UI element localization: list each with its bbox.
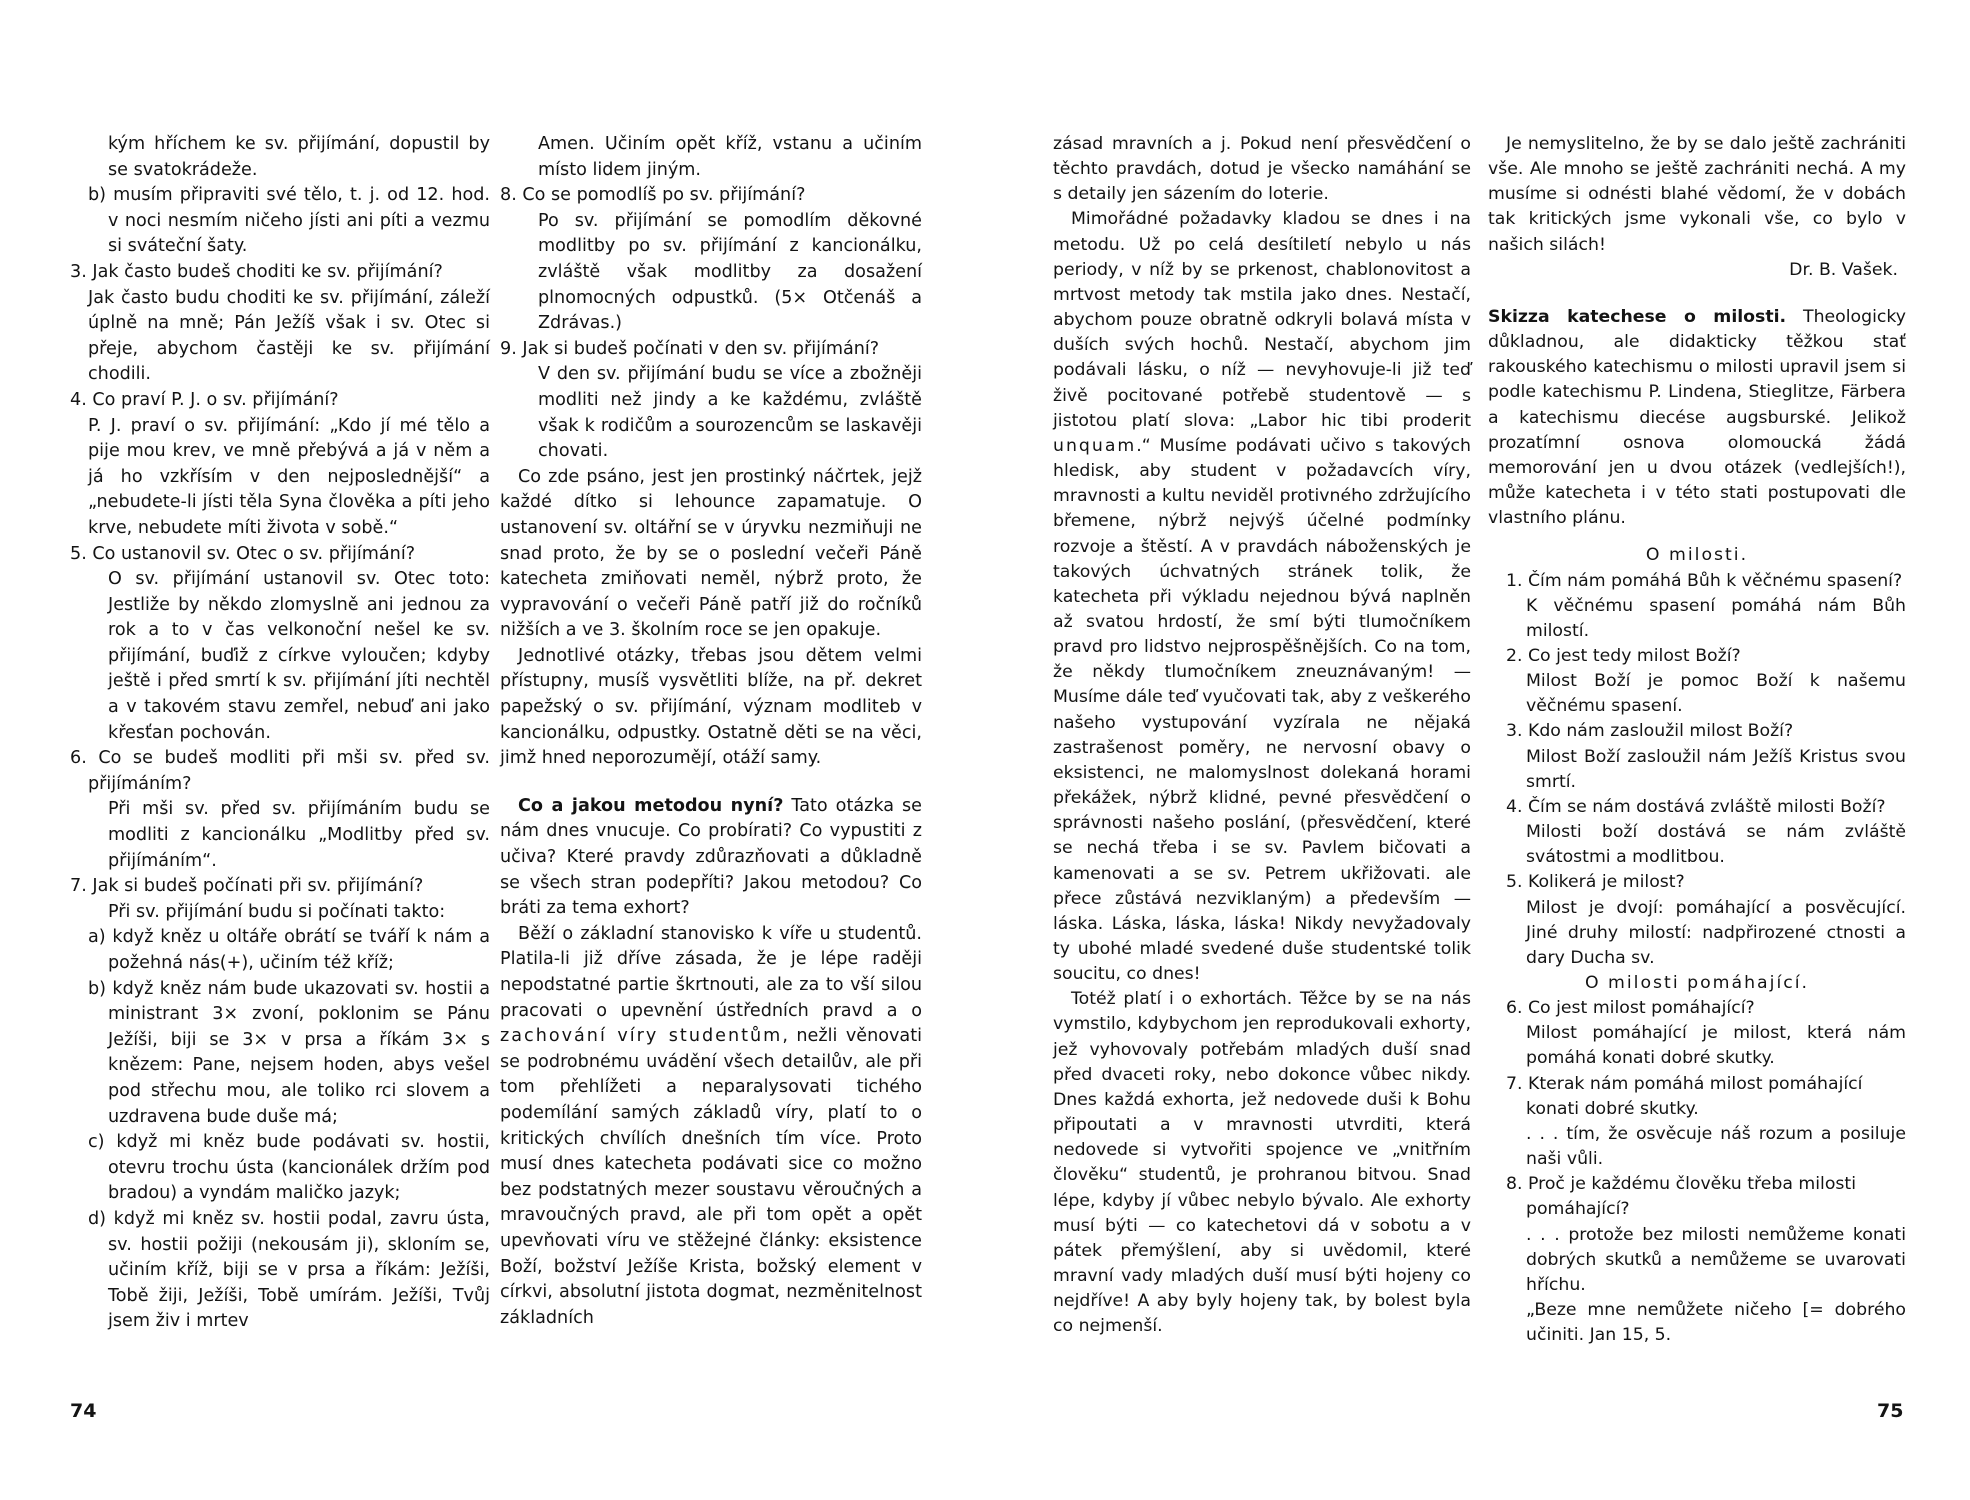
list-item: d) když mi kněz sv. hostii podal, zavru ústa, sv. hostii požiji (nekousám ji), skloním se, učiním kříž, biji se v prsa a říkám: Ježíši, Tobě žiji, Ježíši, Tobě umírám. Ježíši, Tvůj jsem živ i mrtev (88, 1208, 490, 1332)
answer: Při mši sv. před sv. přijímáním budu se modliti z kancionálku „Modlitby před sv. přijímáním“. (108, 799, 490, 871)
answer: V den sv. přijímání budu se více a zbožněji modliti než jindy a ke každému, zvláště však k rodičům a sourozencům se laskavěji chovati. (538, 364, 922, 462)
answer: Při sv. přijímání budu si počínati takto: (108, 901, 446, 922)
question: 5. Kolikerá je milost? (1506, 872, 1685, 893)
section-paragraph (500, 794, 922, 922)
section-heading: Skizza katechese o milosti. (1488, 306, 1787, 327)
answer: Milost Boží zasloužil nám Ježíš Kristus svou smrtí. (1526, 746, 1906, 792)
right-page (985, 0, 1970, 1500)
section-paragraph (1488, 305, 1906, 531)
answer: P. J. praví o sv. přijímání: „Kdo jí mé tělo a pije mou krev, ve mně přebývá a já v něm a já ho vzkřísím v den nejposlednější“ a „nebudete-li jísti těla Syna člověka a píti jeho krve, nebudete míti života v sobě.“ (88, 415, 490, 538)
question: 7. Jak si budeš počínati při sv. přijímání? (70, 876, 424, 897)
paragraph (1053, 207, 1471, 987)
answer: Milost je dvojí: pomáhající a posvěcující. Jiné druhy milostí: nadpřirozené ctnosti a dary Ducha sv. (1526, 897, 1906, 968)
question: 8. Proč je každému člověku třeba milosti pomáhající? (1506, 1174, 1856, 1220)
section-heading: Co a jakou metodou nyní? (518, 795, 784, 816)
signature: Dr. B. Vašek. (1789, 259, 1898, 280)
section-intro: Theologicky důkladnou, ale didakticky těžkou stať rakouského katechismu o milosti upravil jsem si podle katechismu P. Lindena, Stieglitze, Färbera a katechismu diecése augsburské. Jelikož prozatímní osnova olomoucká žádá memorování jen u dvou otázek (vedlejších!), může katecheta i v této stati postupovati dle vlastního plánu. (1488, 306, 1907, 529)
quotation: „Beze mne nemůžete ničeho [= dobrého učiniti. Jan 15, 5. (1526, 1300, 1906, 1346)
question: 3. Kdo nám zasloužil milost Boží? (1506, 721, 1794, 742)
list-item: b) když kněz nám bude ukazovati sv. hostii a ministrant 3× zvoní, poklonim se Pánu Ježíši, biji se 3× v prsa a říkám 3× s knězem: Pane, nejsem hoden, abys vešel pod střechu mou, ale toliko rci slovem a uzdravena bude duše má; (88, 978, 490, 1127)
text-run: Běží o základní stanovisko k víře u studentů. Platila-li již dříve zásada, že je lépe raději nepodstatné partie škrtnouti, ale za to vší silou pracovati o upevnění ústředních pravd a o (500, 923, 922, 1021)
question: 3. Jak často budeš choditi ke sv. přijímání? (70, 261, 443, 282)
subheading: O milosti pomáhající. (1584, 973, 1810, 993)
paragraph: Je nemyslitelno, že by se dalo ještě zachrániti vše. Ale mnoho se ještě zachrániti nechá. A my musíme si odnésti blahé vědomí, že v dobách tak kritických jsme vykonali vše, co bylo v našich silách! (1488, 134, 1906, 255)
spaced-text: zachování víry studentům (500, 1026, 783, 1047)
answer: Milosti boží dostává se nám zvláště svátostmi a modlitbou. (1526, 822, 1906, 868)
question: 4. Čím se nám dostává zvláště milosti Boží? (1506, 796, 1886, 817)
paragraph: Totéž platí i o exhortách. Těžce by se na nás vymstilo, kdybychom jen reprodukovali exhorty, jež vyhovovaly potřebám mladých duší snad před dvaceti roky, nebo dokonce vůbec nikdy. Dnes každá exhorta, jež nedovede duši k Bohu připoutati a v mravnosti utvrditi, která nedovede si vytvořiti spojence ve „vnitřním člověku“ studentů, je prohranou bitvou. Snad lépe, kdyby jí vůbec nebylo bývalo. Ale exhorty musí býti — co katechetovi dá v sobotu a v pátek přemýšlení, aby si uvědomil, které mravní vady mladých duší musí býti hojeny co nejdříve! A aby byly hojeny tak, by bolest byla co nejmenší. (1053, 989, 1471, 1337)
paragraph: Co zde psáno, jest jen prostinký náčrtek, jejž každé dítko si lehounce zapamatuje. O ustanovení sv. oltářní se v úryvku nezmiňuji ne snad proto, že by se o poslední večeři Páně katecheta zmiňovati neměl, nýbrž proto, že vypravování o večeři Páně patří již do ročníků nižších a ve 3. školním roce se jen opakuje. (500, 466, 922, 641)
question: 2. Co jest tedy milost Boží? (1506, 645, 1741, 666)
spaced-text: unquam (1053, 435, 1137, 456)
text-run: Mimořádné požadavky kladou se dnes i na metodu. Už po celá desítiletí nebylo u nás periody, v níž by se prkenost, chablonovitost a mrtvost metody tak mstila jako dnes. Nestačí, abychom pouze obratně odkryli bolavá místa v duších svých hochů. Nestačí, abychom jim podávali lásku, o níž — nevyhovuje-li již teď živě pocitované potřebě studentově — s jistotou platí slova: „Labor hic tibi proderit (1053, 209, 1471, 431)
answer: O sv. přijímání ustanovil sv. Otec toto: Jestliže by někdo zlomyslně ani jednou za rok a to v čas velkonoční nešel ke sv. přijímání, buďiž z církve vyloučen; kdyby ještě i před smrtí k sv. přijímání jíti nechtěl a v takovém stavu zemřel, nebuď ani jako křesťan pochován. (108, 569, 490, 743)
paragraph (500, 922, 922, 1332)
text-run: .“ Musíme podávati učivo s takových hledisk, aby student v požadavcích víry, mravnosti a kultu neviděl protivného zdržujícího břemene, nýbrž nejvýš účelné podmínky rozvoje a štěstí. A v pravdách náboženských je takových úchvatných stránek tolik, že katecheta při výkladu nejednou bývá naplněn až svatou hrdostí, že smí býti tlumočníkem pravd pro lidstvo nejprospěšnějších. Co na tom, že někdy tlumočníkem zneuznávaným! — Musíme dále teď vyučovati tak, aby z veškerého našeho vystupování vyzírala ne nějaká zastrašenost poměry, ne nervosní obavy o eksistenci, ne malomyslnost dolekaná horami překážek, nýbrž klidné, pevné přesvědčení o správnosti našeho poslání, (přesvědčení, které se nechá třeba i se sv. Pavlem bičovati a kamenovati a se sv. Petrem ukřižovati. ale přece zůstává nezviklaným) a především — láska. Láska, láska, láska! Nikdy nevyžadovaly ty ubohé mladé svedené duše studentské tolik soucitu, co dnes! (1053, 435, 1471, 985)
question: 1. Čím nám pomáhá Bůh k věčnému spasení? (1506, 570, 1903, 591)
question: 6. Co jest milost pomáhající? (1506, 998, 1755, 1019)
right-column-1 (1053, 132, 1471, 1340)
answer: Milost Boží je pomoc Boží k našemu věčnému spasení. (1526, 671, 1906, 717)
paragraph: kým hříchem ke sv. přijímání, dopustil by se svatokrádeže. (108, 134, 490, 180)
paragraph: Jednotlivé otázky, třebas jsou dětem velmi přístupny, musíš vysvětliti blíže, na př. dekret papežský o sv. přijímání, význam modliteb v kancionálku, odpustky. Ostatně děti se na věci, jimž hned neporozumějí, otáží samy. (500, 645, 922, 769)
question: 9. Jak si budeš počínati v den sv. přijímání? (500, 338, 880, 359)
left-column-2 (500, 132, 922, 1331)
answer: Jak často budu choditi ke sv. přijímání, záleží úplně na mně; Pán Ježíš však i sv. Otec si přeje, abychom častěji ke sv. přijímání chodili. (88, 287, 490, 385)
question: 6. Co se budeš modliti při mši sv. před sv. přijímáním? (70, 748, 490, 794)
paragraph: zásad mravních a j. Pokud není přesvědčení o těchto pravdách, dotud je všecko namáhání se s detaily jen sázením do loterie. (1053, 134, 1471, 205)
section-intro: Tato otázka se nám dnes vnucuje. Co probírati? Co vypustiti z učiva? Které pravdy zdůrazňovati a důkladně se všech stran podepříti? Jakou metodou? Co bráti za tema exhort? (500, 795, 923, 919)
answer: Po sv. přijímání se pomodlím děkovné modlitby po sv. přijímání z kancionálku, zvláště však modlitby za dosažení plnomocných odpustků. (5× Otčenáš a Zdrávas.) (538, 210, 922, 334)
question: 8. Co se pomodlíš po sv. přijímání? (500, 185, 806, 206)
question: 7. Kterak nám pomáhá milost pomáhající konati dobré skutky. (1506, 1073, 1863, 1119)
page-number: 74 (70, 1400, 97, 1422)
text-run: , nežli věnovati se podrobnému uvádění všech detailův, ale při tom přehlížeti a neparalysovati tichého podemílání samých základů víry, platí to o kritických chvílích dnešních tím více. Proto musí dnes katecheta podávati sice co možno bez podstatných mezer soustavu věroučných a mravoučných pravd, ale při tom opět a opět upevňovati víru ve stěžejné články: eksistence Boží, božství Ježíše Krista, božský element v církvi, absolutní jistota dogmat, nezměnitelnost základních (500, 1026, 922, 1328)
question: 5. Co ustanovil sv. Otec o sv. přijímání? (70, 543, 416, 564)
answer: . . . tím, že osvěcuje náš rozum a posiluje naši vůli. (1526, 1123, 1906, 1170)
answer: Milost pomáhající je milost, která nám pomáhá konati dobré skutky. (1526, 1023, 1906, 1069)
left-column-1 (70, 132, 490, 1335)
paragraph: b) musím připraviti své tělo, t. j. od 12. hod. v noci nesmím ničeho jísti ani píti a vezmu si sváteční šaty. (88, 185, 490, 257)
list-item: c) když mi kněz bude podávati sv. hostii, otevru trochu ústa (kancionálek držím pod bradou) a vyndám maličko jazyk; (88, 1132, 490, 1204)
page-number: 75 (1877, 1400, 1904, 1422)
list-item: a) když kněz u oltáře obrátí se tváří k nám a požehná nás(+), učiním též kříž; (88, 927, 490, 973)
paragraph: Amen. Učiním opět kříž, vstanu a učiním místo lidem jiným. (538, 134, 922, 180)
subheading: O milosti. (1645, 545, 1749, 566)
answer: . . . protože bez milosti nemůžeme konati dobrých skutků a nemůžeme se uvarovati hříchu. (1526, 1224, 1906, 1295)
question: 4. Co praví P. J. o sv. přijímání? (70, 389, 339, 410)
answer: K věčnému spasení pomáhá nám Bůh milostí. (1526, 595, 1906, 641)
right-column-2 (1488, 132, 1906, 1348)
